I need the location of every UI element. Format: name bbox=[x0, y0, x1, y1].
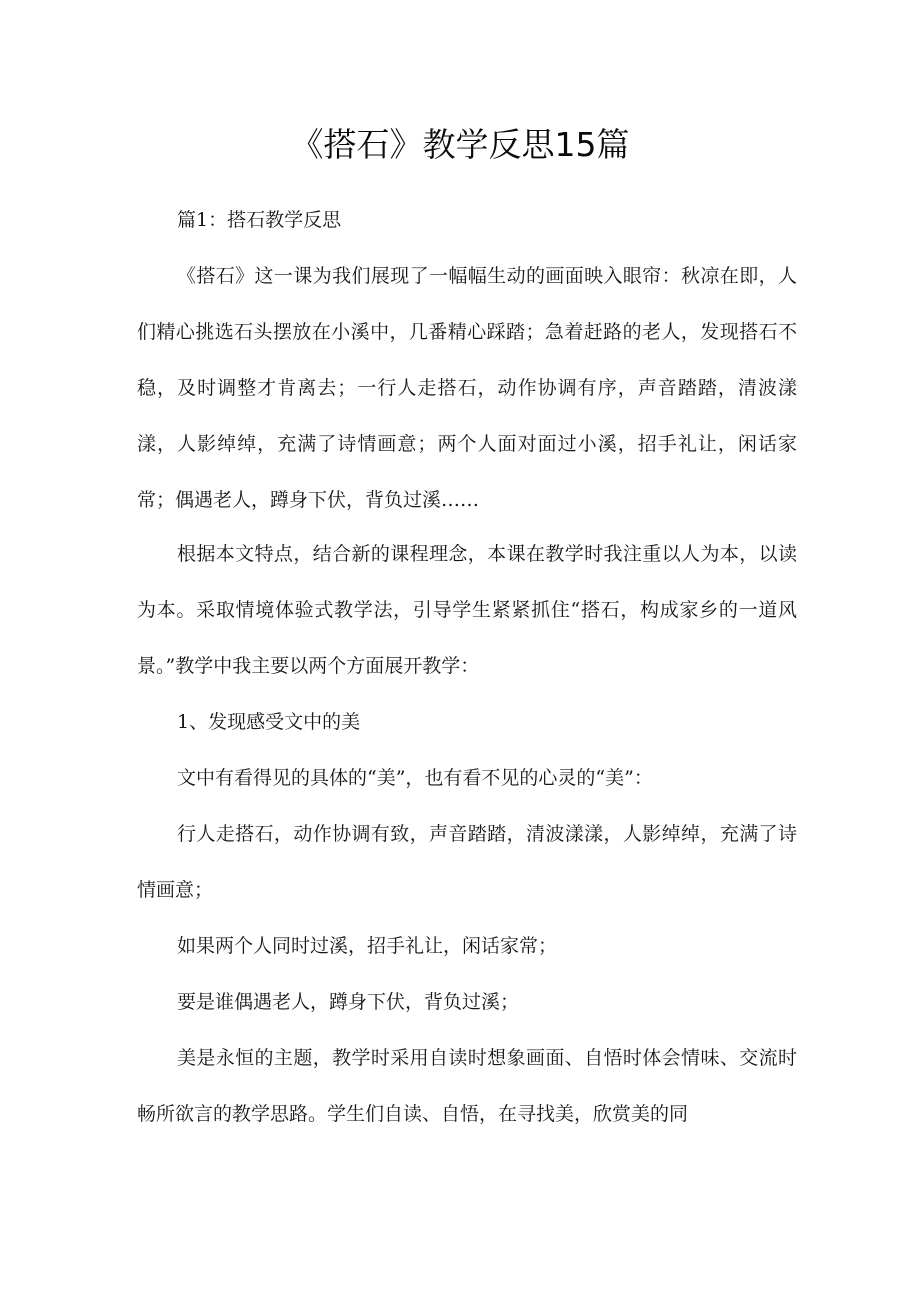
paragraph-4: 文中有看得见的具体的“美”，也有看不见的心灵的“美”： bbox=[177, 767, 653, 789]
paragraph-6: 如果两个人同时过溪，招手礼让，闲话家常； bbox=[177, 935, 558, 957]
paragraph-5: 行人走搭石，动作协调有致，声音踏踏，清波漾漾，人影绰绰，充满了诗情画意； bbox=[137, 823, 797, 901]
section-heading: 篇1：搭石教学反思 bbox=[177, 209, 342, 231]
paragraph-3-subheading: 1、发现感受文中的美 bbox=[177, 711, 361, 733]
paragraph-8: 美是永恒的主题，教学时采用自读时想象画面、自悟时体会情味、交流时畅所欲言的教学思路。学生们自读、自悟，在寻找美，欣赏美的同 bbox=[137, 1047, 797, 1125]
paragraph-7: 要是谁偶遇老人，蹲身下伏，背负过溪； bbox=[177, 991, 520, 1013]
paragraph-2: 根据本文特点，结合新的课程理念，本课在教学时我注重以人为本，以读为本。采取情境体验式教学法，引导学生紧紧抓住“搭石，构成家乡的一道风景。”教学中我主要以两个方面展开教学： bbox=[137, 543, 797, 677]
document-title: 《搭石》教学反思15篇 bbox=[290, 125, 630, 164]
paragraph-1: 《搭石》这一课为我们展现了一幅幅生动的画面映入眼帘：秋凉在即，人们精心挑选石头摆放在小溪中，几番精心踩踏；急着赶路的老人，发现搭石不稳，及时调整才肯离去；一行人走搭石，动作协调有序，声音踏踏，清波漾漾，人影绰绰，充满了诗情画意；两个人面对面过小溪，招手礼让，闲话家常；偶遇老人，蹲身下伏，背负过溪…… bbox=[137, 265, 797, 511]
